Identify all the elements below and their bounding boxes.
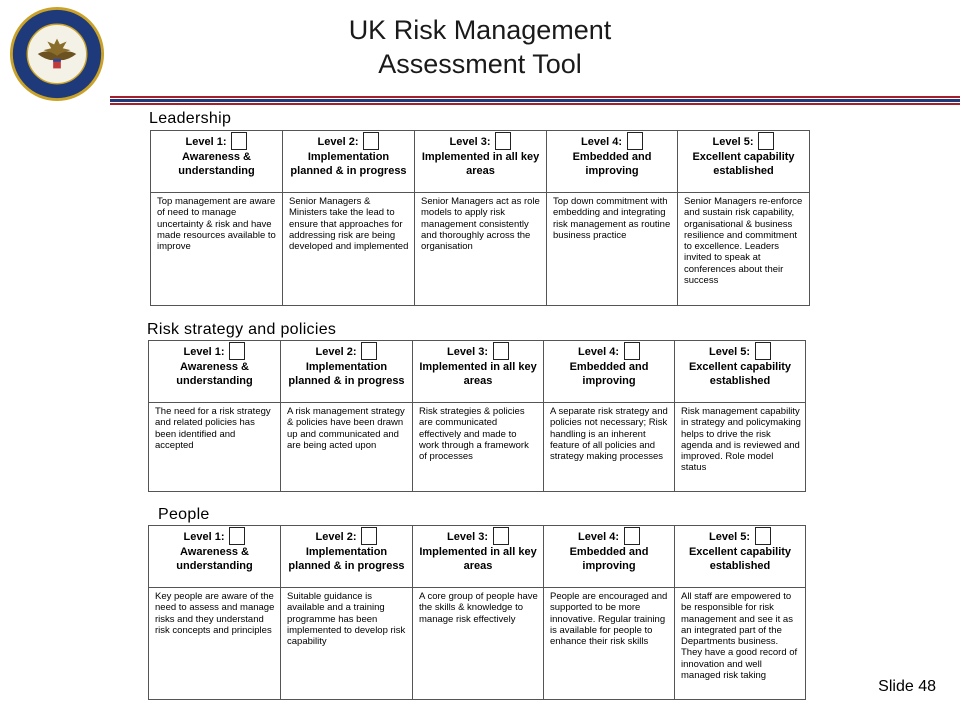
- level-description: A core group of people have the skills & knowledge to manage risk effectively: [413, 588, 544, 700]
- section-label-risk-strategy: Risk strategy and policies: [147, 321, 337, 338]
- level-checkbox[interactable]: [624, 342, 640, 360]
- level-number: Level 3:: [447, 346, 488, 358]
- level-description: A separate risk strategy and policies not necessary; Risk handling is an inherent feature of all policies and strategy making processes: [544, 403, 675, 492]
- level-name: Implementation planned & in progress: [288, 546, 405, 572]
- level-header: [151, 131, 283, 193]
- dod-seal-logo: [9, 6, 105, 102]
- level-header: [675, 526, 806, 588]
- level-number: Level 3:: [447, 531, 488, 543]
- level-number: Level 1:: [183, 531, 225, 543]
- level-checkbox[interactable]: [624, 527, 640, 545]
- level-name: Implementation planned & in progress: [288, 361, 405, 387]
- level-name: Embedded and improving: [569, 546, 649, 572]
- level-checkbox[interactable]: [755, 527, 771, 545]
- level-description: Suitable guidance is available and a training programme has been implemented to develop risk capability: [281, 588, 413, 700]
- level-checkbox[interactable]: [495, 132, 511, 150]
- header-rule-blue: [110, 99, 960, 102]
- level-checkbox[interactable]: [229, 527, 245, 545]
- level-header: [678, 131, 810, 193]
- level-description: The need for a risk strategy and related policies has been identified and accepted: [149, 403, 281, 492]
- level-description: A risk management strategy & policies have been drawn up and communicated and are being acted upon: [281, 403, 413, 492]
- level-header: [149, 526, 281, 588]
- slide-title-line-1: UK Risk Management: [348, 15, 612, 45]
- level-header: [413, 526, 544, 588]
- level-name: Embedded and improving: [572, 151, 652, 177]
- level-checkbox[interactable]: [493, 342, 509, 360]
- level-description: Senior Managers re-enforce and sustain risk capability, organisational & business resilience and commitment to excellence. Leaders invited to speak at conferences about their success: [678, 193, 810, 306]
- level-name: Awareness & understanding: [176, 361, 253, 387]
- level-number: Level 2:: [317, 136, 359, 148]
- level-checkbox[interactable]: [363, 132, 379, 150]
- level-description: Senior Managers act as role models to apply risk management consistently and thoroughly across the organisation: [415, 193, 547, 306]
- level-number: Level 4:: [578, 346, 619, 358]
- level-number: Level 1:: [185, 136, 227, 148]
- level-name: Implemented in all key areas: [421, 151, 540, 177]
- matrix-header-row: [149, 526, 806, 588]
- level-number: Level 4:: [578, 531, 619, 543]
- level-name: Implementation planned & in progress: [290, 151, 407, 177]
- level-checkbox[interactable]: [231, 132, 247, 150]
- level-number: Level 1:: [183, 346, 225, 358]
- level-header: [281, 341, 413, 403]
- level-name: Awareness & understanding: [178, 151, 255, 177]
- slide-number: Slide 48: [878, 678, 936, 695]
- level-number: Level 2:: [315, 531, 357, 543]
- level-description: Risk strategies & policies are communicated effectively and made to work through a framework of processes: [413, 403, 544, 492]
- level-name: Excellent capability established: [692, 151, 795, 177]
- level-description: Risk management capability in strategy and policymaking helps to drive the risk agenda and is reviewed and improved. Role model status: [675, 403, 806, 492]
- level-number: Level 2:: [315, 346, 357, 358]
- level-header: [415, 131, 547, 193]
- level-header: [544, 526, 675, 588]
- level-number: Level 5:: [712, 136, 754, 148]
- level-number: Level 5:: [709, 531, 750, 543]
- level-checkbox[interactable]: [229, 342, 245, 360]
- matrix-description-row: [149, 588, 806, 700]
- level-header: [281, 526, 413, 588]
- level-description: Top management are aware of need to manage uncertainty & risk and have made resources available to improve: [151, 193, 283, 306]
- level-header: [547, 131, 678, 193]
- level-checkbox[interactable]: [758, 132, 774, 150]
- level-number: Level 3:: [449, 136, 491, 148]
- level-header: [149, 341, 281, 403]
- level-header: [283, 131, 415, 193]
- level-checkbox[interactable]: [361, 342, 377, 360]
- level-checkbox[interactable]: [361, 527, 377, 545]
- level-header: [413, 341, 544, 403]
- level-number: Level 4:: [581, 136, 622, 148]
- section-label-people: People: [158, 506, 210, 523]
- people-matrix: [148, 525, 806, 700]
- matrix-description-row: [151, 193, 810, 306]
- level-name: Implemented in all key areas: [419, 361, 537, 387]
- level-checkbox[interactable]: [755, 342, 771, 360]
- level-name: Excellent capability established: [688, 361, 792, 387]
- slide-title: [240, 13, 720, 81]
- level-checkbox[interactable]: [627, 132, 643, 150]
- header-rule-red-bottom: [110, 103, 960, 105]
- level-header: [675, 341, 806, 403]
- matrix-description-row: [149, 403, 806, 492]
- section-label-leadership: Leadership: [149, 110, 232, 127]
- level-name: Implemented in all key areas: [419, 546, 537, 572]
- leadership-matrix: [150, 130, 810, 306]
- level-header: [544, 341, 675, 403]
- slide-title-line-2: Assessment Tool: [378, 49, 582, 79]
- header-rule-red-top: [110, 96, 960, 98]
- matrix-header-row: [149, 341, 806, 403]
- level-description: All staff are empowered to be responsible for risk management and see it as an integrated part of the Departments business. They have a good record of innovation and well managed risk taking: [675, 588, 806, 700]
- level-description: Top down commitment with embedding and integrating risk management as routine business practice: [547, 193, 678, 306]
- risk-strategy-matrix: [148, 340, 806, 492]
- level-name: Awareness & understanding: [176, 546, 253, 572]
- level-description: Senior Managers & Ministers take the lead to ensure that approaches for addressing risk are being developed and implemented: [283, 193, 415, 306]
- level-name: Embedded and improving: [569, 361, 649, 387]
- level-description: Key people are aware of the need to assess and manage risks and they understand risk concepts and principles: [149, 588, 281, 700]
- level-checkbox[interactable]: [493, 527, 509, 545]
- level-name: Excellent capability established: [688, 546, 792, 572]
- matrix-header-row: [151, 131, 810, 193]
- level-description: People are encouraged and supported to be more innovative. Regular training is available for people to enhance their risk skills: [544, 588, 675, 700]
- level-number: Level 5:: [709, 346, 750, 358]
